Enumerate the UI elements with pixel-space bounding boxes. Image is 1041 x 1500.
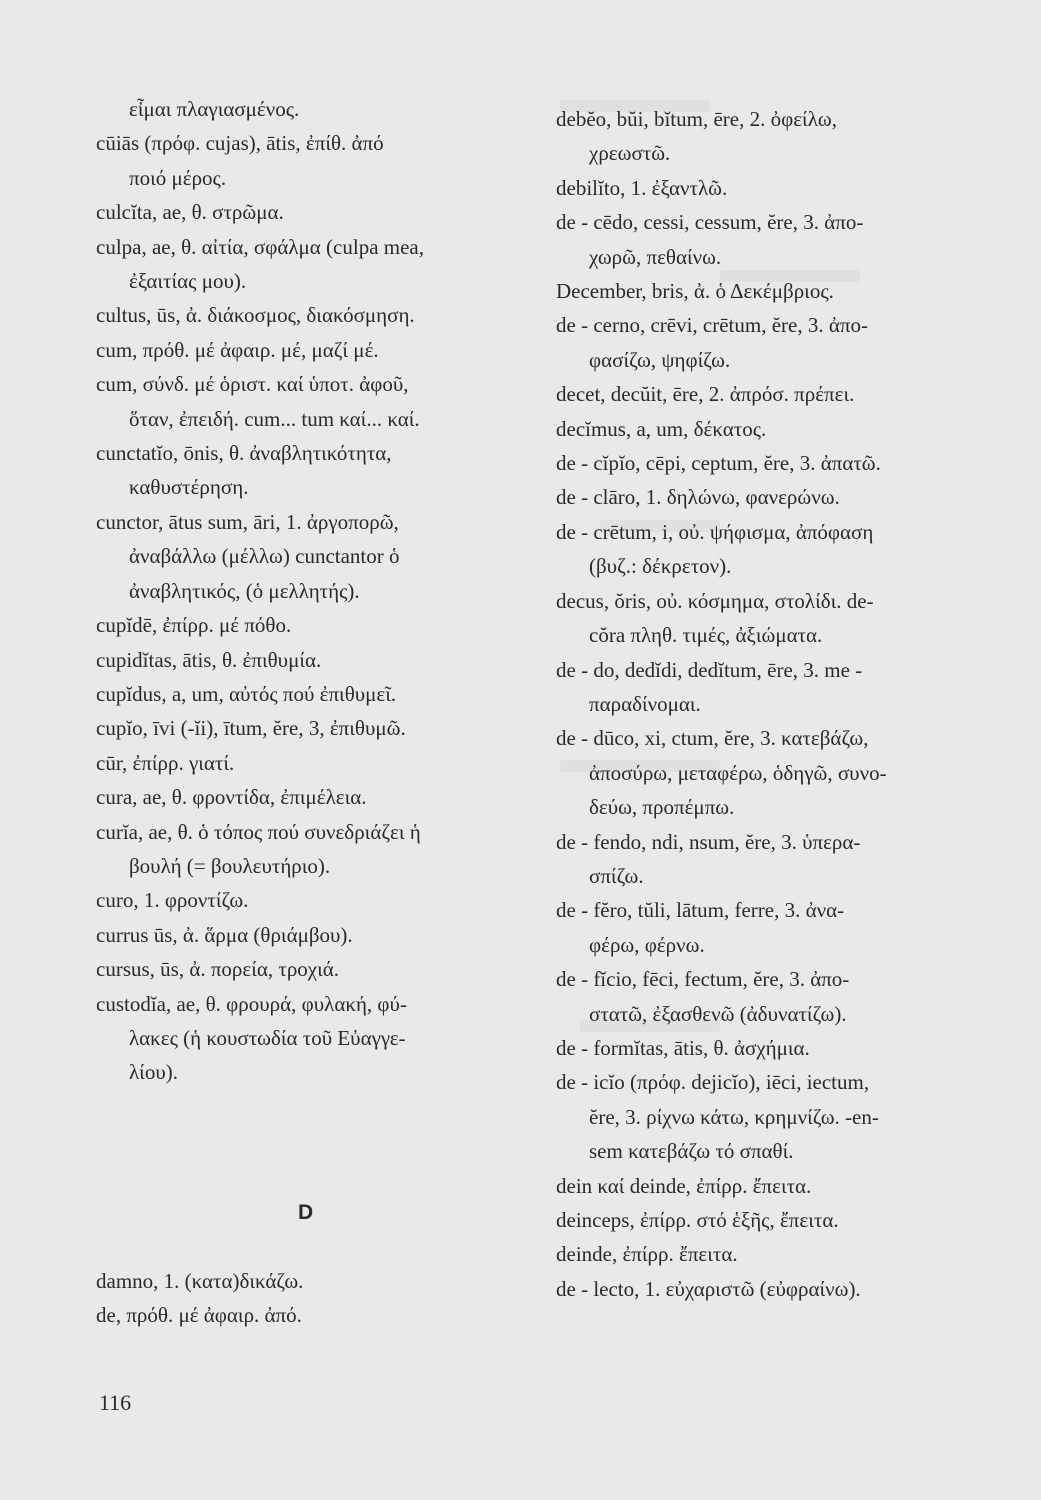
left-column-section-d (96, 1264, 546, 1333)
entry-line: de - icĭo (πρόφ. dejicĭo), iēci, iectum, (556, 1070, 870, 1095)
entry-line: cupĭdē, ἐπίρρ. μέ πόθο. (96, 613, 292, 638)
entry-line: παραδίνομαι. (589, 691, 701, 716)
entry-line: cum, πρόθ. μέ ἀφαιρ. μέ, μαζί μέ. (96, 337, 379, 362)
entry-line: sem κατεβάζω τό σπαθί. (589, 1139, 794, 1164)
entry-line: deinceps, ἐπίρρ. στό ἑξῆς, ἔπειτα. (556, 1208, 839, 1232)
entry-line: December, bris, ἀ. ὁ Δεκέμβριος. (556, 279, 834, 304)
entry-line: λακες (ἡ κουστωδία τοῦ Εὐαγγε- (129, 1025, 406, 1050)
entry-line: dein καί deinde, ἐπίρρ. ἔπειτα. (556, 1173, 812, 1198)
entry-line: cūr, ἐπίρρ. γιατί. (96, 750, 235, 775)
entry-line: de - crētum, i, οὐ. ψήφισμα, ἀπόφαση (556, 519, 874, 544)
entry-line: cupĭdus, a, um, αὐτός πού ἐπιθυμεῖ. (96, 681, 397, 706)
entry-line: de - lecto, 1. εὐχαριστῶ (εὐφραίνω). (556, 1276, 861, 1301)
entry-line: decet, decŭit, ēre, 2. ἀπρόσ. πρέπει. (556, 382, 855, 407)
entry-line: φασίζω, ψηφίζω. (589, 347, 731, 372)
entry-line: δεύω, προπέμπω. (589, 795, 735, 820)
entry-line: de - clāro, 1. δηλώνω, φανερώνω. (556, 485, 840, 510)
entry-line: σπίζω. (589, 863, 644, 888)
entry-line: de - cēdo, cessi, cessum, ĕre, 3. ἀπο- (556, 210, 864, 235)
entry-line: de - formĭtas, ātis, θ. ἀσχήμια. (556, 1035, 810, 1060)
entry-line: λίου). (129, 1060, 178, 1085)
entry-line: curo, 1. φροντίζω. (96, 888, 249, 913)
entry-line: cūiās (πρόφ. cujas), ātis, ἐπίθ. ἀπό (96, 131, 384, 156)
entry-line: ἀποσύρω, μεταφέρω, ὁδηγῶ, συνο- (589, 760, 887, 785)
entry-line: debĕo, bŭi, bĭtum, ēre, 2. ὀφείλω, (556, 107, 837, 131)
entry-line: deinde, ἐπίρρ. ἔπειτα. (556, 1242, 738, 1267)
entry-line: cultus, ūs, ἀ. διάκοσμος, διακόσμηση. (96, 303, 415, 328)
entry-line: de - cerno, crēvi, crētum, ĕre, 3. ἀπο- (556, 313, 868, 338)
entry-line: culpa, ae, θ. αἰτία, σφάλμα (culpa mea, (96, 234, 425, 259)
entry-line: στατῶ, ἐξασθενῶ (ἀδυνατίζω). (589, 1001, 847, 1026)
entry-line: curĭa, ae, θ. ὁ τόπος πού συνεδριάζει ἡ (96, 819, 421, 844)
entry-line: cunctor, ātus sum, āri, 1. ἀργοπορῶ, (96, 509, 399, 534)
entry-line: damno, 1. (κατα)δικάζω. (96, 1269, 304, 1293)
entry-line: (βυζ.: δέκρετον). (589, 554, 732, 579)
entry-line: culcĭta, ae, θ. στρῶμα. (96, 200, 284, 225)
page-number: 116 (99, 1390, 132, 1415)
entry-line: cunctatĭo, ōnis, θ. ἀναβλητικότητα, (96, 441, 392, 466)
entry-line: cursus, ūs, ἀ. πορεία, τροχιά. (96, 957, 340, 982)
entry-line: ĕre, 3. ρίχνω κάτω, κρημνίζω. -en- (589, 1104, 879, 1129)
section-letter-heading: D (298, 1201, 314, 1224)
entry-line: cum, σύνδ. μέ ὁριστ. καί ὑποτ. ἀφοῦ, (96, 372, 409, 397)
entry-line: βουλή (= βουλευτήριο). (129, 853, 331, 878)
entry-line: εἶμαι πλαγιασμένος. (129, 97, 300, 121)
entry-line: ἀναβλητικός, (ὁ μελλητής). (129, 578, 360, 603)
entry-line: cŏra πληθ. τιμές, ἀξιώματα. (589, 623, 823, 648)
entry-line: cupidĭtas, ātis, θ. ἐπιθυμία. (96, 647, 322, 672)
entry-line: debilĭto, 1. ἐξαντλῶ. (556, 175, 728, 200)
entry-line: ὅταν, ἐπειδή. cum... tum καί... καί. (129, 406, 420, 431)
entry-line: καθυστέρηση. (129, 475, 249, 500)
entry-line: ἐξαιτίας μου). (129, 269, 247, 294)
entry-line: de - do, dedĭdi, dedĭtum, ēre, 3. me - (556, 657, 863, 682)
entry-line: de - fendo, ndi, nsum, ĕre, 3. ὑπερα- (556, 829, 861, 854)
entry-line: cura, ae, θ. φροντίδα, ἐπιμέλεια. (96, 785, 367, 810)
entry-line: φέρω, φέρνω. (589, 932, 705, 957)
entry-line: χρεωστῶ. (589, 141, 671, 166)
right-column (556, 102, 1018, 1306)
entry-line: de - cĭpĭo, cēpi, ceptum, ĕre, 3. ἀπατῶ. (556, 451, 881, 476)
entry-line: ἀναβάλλω (μέλλω) cunctantor ὁ (129, 544, 400, 569)
entry-line: decus, ŏris, οὐ. κόσμημα, στολίδι. de- (556, 588, 874, 613)
entry-line: cupĭo, īvi (-ĭi), ītum, ĕre, 3, ἐπιθυμῶ. (96, 716, 406, 741)
entry-line: χωρῶ, πεθαίνω. (589, 244, 722, 269)
entry-line: de - dūco, xi, ctum, ĕre, 3. κατεβάζω, (556, 726, 869, 751)
entry-line: de - fĭcio, fēci, fectum, ĕre, 3. ἀπο- (556, 967, 850, 992)
entry-line: ποιό μέρος. (129, 165, 227, 190)
entry-line: custodĭa, ae, θ. φρουρά, φυλακή, φύ- (96, 991, 407, 1016)
entry-line: de, πρόθ. μέ ἀφαιρ. ἀπό. (96, 1303, 302, 1328)
entry-line: decĭmus, a, um, δέκατος. (556, 416, 767, 441)
left-column (96, 92, 546, 1090)
entry-line: currus ūs, ἀ. ἅρμα (θριάμβου). (96, 922, 353, 947)
entry-line: de - fĕro, tŭli, lātum, ferre, 3. ἀνα- (556, 898, 845, 923)
